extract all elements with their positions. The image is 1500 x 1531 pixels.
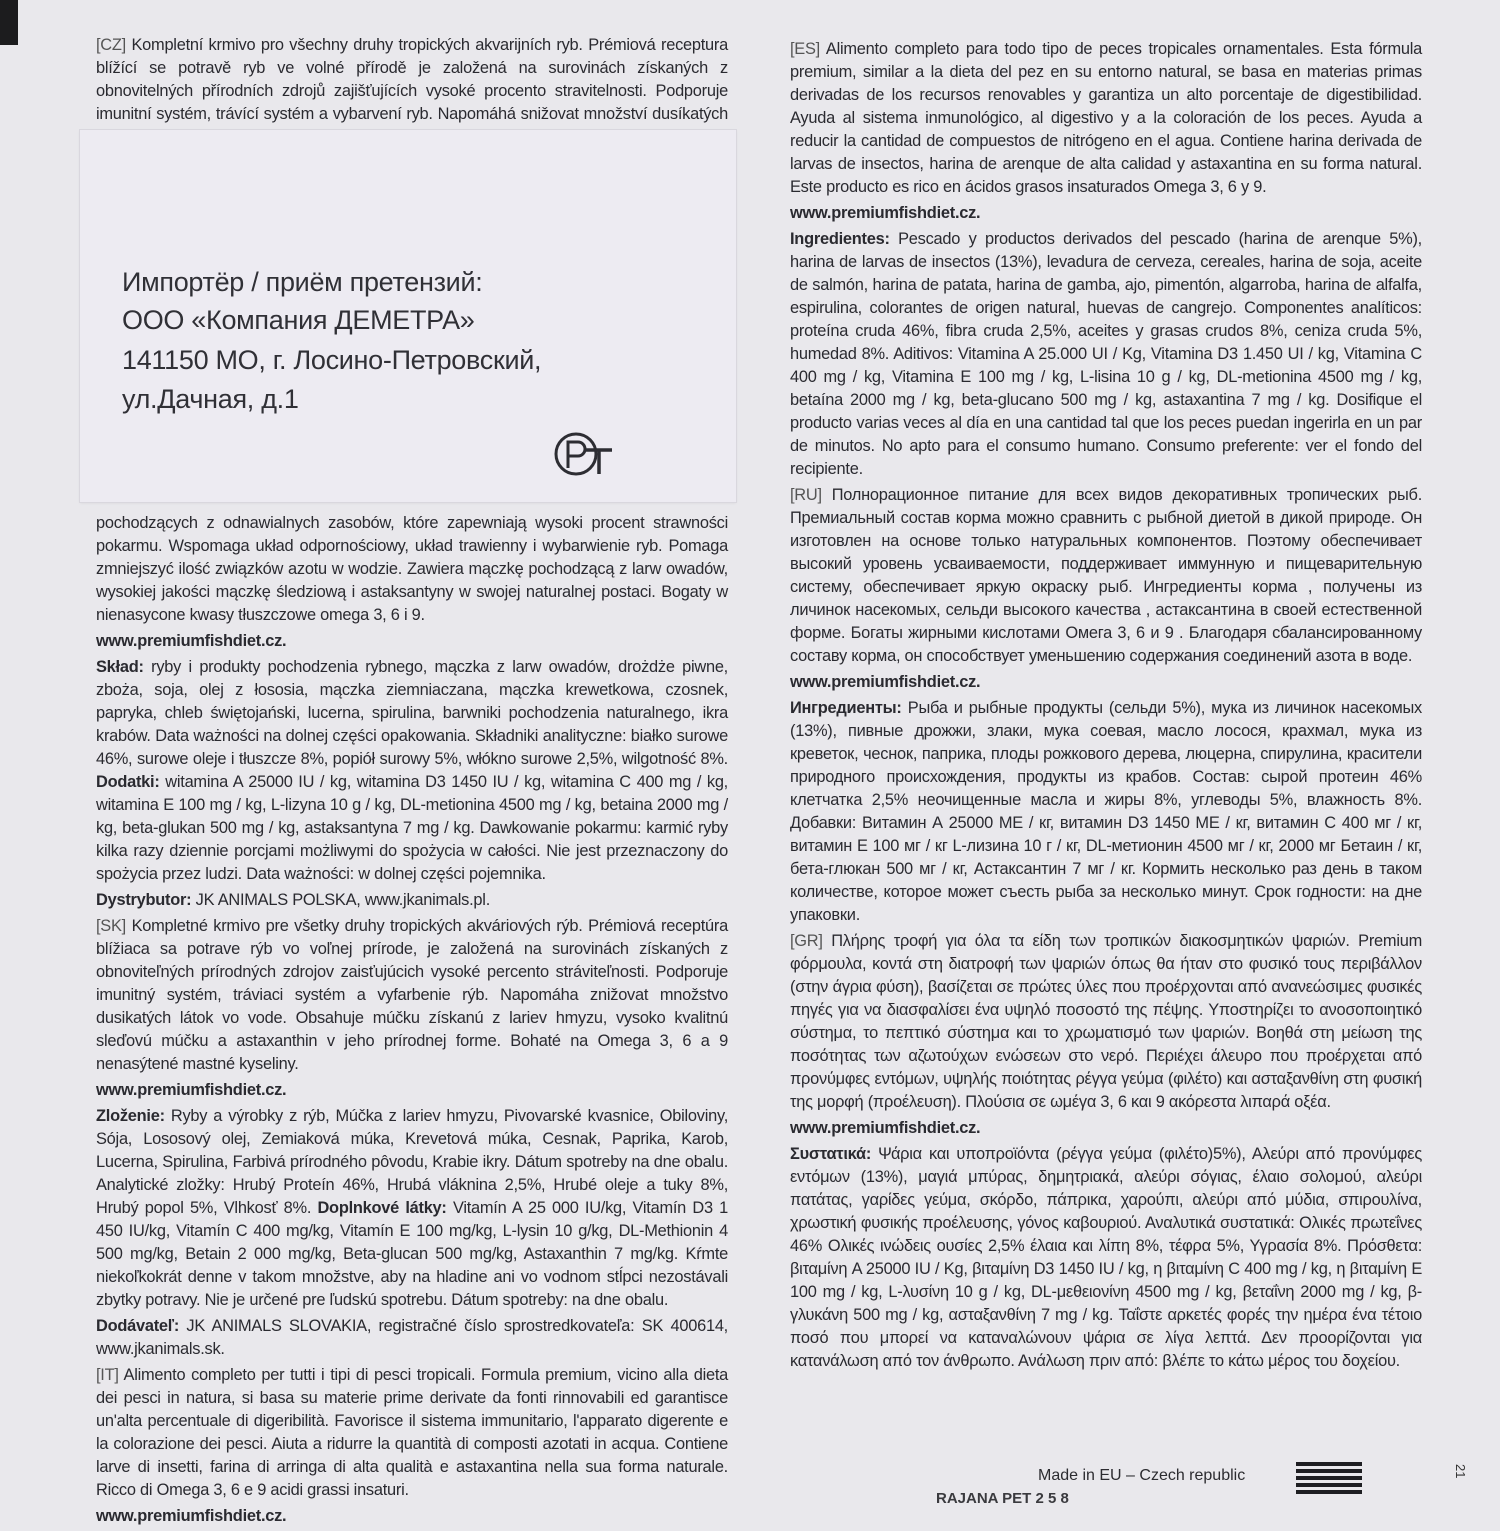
- sk-supplier: [96, 1315, 728, 1361]
- pl-ingredients-text: ryby i produkty pochodzenia rybnego, mączka z larw owadów, drożdże piwne, zboża, soja, olej z łososia, mączka ziemniaczana, mączka krewetkowa, czosnek, papryka, chleb świętojański, lucerna, spirulina, barwniki pochodzenia naturalnego, ikra krabów. Data ważności na dolnej części opakowania. Składniki analityczne: białko surowe 46%, surowe oleje i tłuszcze 8%, popiół surowy 5%, włókno surowe 2,5%, wilgotność 8%.: [96, 658, 728, 768]
- pct-certification-icon: [550, 428, 620, 480]
- ru-url: www.premiumfishdiet.cz.: [790, 673, 981, 691]
- pl-distributor-label: Dystrybutor:: [96, 891, 192, 909]
- ru-ingredients-label: Ингредиенты:: [790, 699, 902, 717]
- sk-additives-label: Doplnkové látky:: [317, 1199, 447, 1217]
- es-ingredients-text: Pescado y productos derivados del pescado (harina de arenque 5%), harina de larvas de insectos (13%), levadura de cerveza, cereales, harina de soja, aceite de salmón, harina de patata, harina de gamba, ajo, pimentón, algarroba, harina de alfalfa, espirulina, colorantes de origen natural, huevas de cangrejo. Componentes analíticos: proteína cruda 46%, fibra cruda 2,5%, aceites y grasas crudos 8%, ceniza cruda 5%, humedad 8%. Aditivos: Vitamina A 25.000 UI / Kg, Vitamina D3 1.450 UI / kg, Vitamina C 400 mg / kg, Vitamina E 100 mg / kg, L-lisina 10 g / kg, DL-metionina 4500 mg / kg, betaína 2000 mg / kg, beta-glucano 500 mg / kg, astaxantina 7 mg / kg. Dosifique el producto varias veces al día en una cantidad tal que los peces puedan ingerirla en un par de minutos. No apto para el consumo humano. Consumo preferente: ver el fondo del recipiente.: [790, 230, 1422, 478]
- sk-lang-tag: [SK]: [96, 917, 126, 935]
- pl-additives-label: Dodatki:: [96, 773, 160, 791]
- sk-ingredients: [96, 1105, 728, 1312]
- barcode-icon: [1296, 1462, 1362, 1500]
- gr-section: [790, 930, 1422, 1114]
- pl-distributor-text: JK ANIMALS POLSKA, www.jkanimals.pl.: [191, 891, 490, 909]
- sk-url: www.premiumfishdiet.cz.: [96, 1081, 287, 1099]
- ru-intro: Полнорационное питание для всех видов декоративных тропических рыб. Премиальный состав корма можно сравнить с рыбной диетой в дикой природе. Он изготовлен на основе только натуральных компонентов. Поэтому обеспечивает высокий уровень усваиваемости, поддерживает иммунную и пищеварительную систему, обеспечивает яркую окраску рыб. Ингредиенты корма , получены из личинок насекомых, сельди высокого качества , астаксантина в своей естественной форме. Богаты жирными кислотами Омега 3, 6 и 9 . Благодаря сбалансированному составу корма, он способствует уменьшению содержания соединений азота в воде.: [790, 486, 1422, 665]
- right-column: [790, 38, 1422, 1376]
- sticker-line-2: ООО «Компания ДЕМЕТРА»: [122, 305, 475, 335]
- es-url: www.premiumfishdiet.cz.: [790, 204, 981, 222]
- es-intro: Alimento completo para todo tipo de peces tropicales ornamentales. Esta fórmula premium, similar a la dieta del pez en su entorno natural, se basa en materias primas derivadas de los recursos renovables y garantiza un alto porcentaje de digestibilidad. Ayuda al sistema inmunológico, al digestivo y a la coloración de los peces. Ayuda a reducir la cantidad de compuestos de nitrógeno en el agua. Contiene harina derivada de larvas de insectos, harina de arenque de alta calidad y astaxantina en su forma natural. Este producto es rico en ácidos grasos insaturados Omega 3, 6 y 9.: [790, 40, 1422, 196]
- gr-lang-tag: [GR]: [790, 932, 823, 950]
- package-edge: [0, 0, 18, 45]
- importer-sticker: [80, 130, 736, 502]
- gr-url: www.premiumfishdiet.cz.: [790, 1119, 981, 1137]
- ru-lang-tag: [RU]: [790, 486, 822, 504]
- sk-intro: Kompletné krmivo pre všetky druhy tropických akváriových rýb. Prémiová receptúra blížiaca sa potrave rýb vo voľnej prírode, je založená na surovinách získaných z obnoviteľných prírodných zdrojov zaisťujúcich vysoké percento stráviteľnosti. Podporuje imunitný systém, tráviaci systém a vyfarbenie rýb. Napomáha znižovat množstvo dusikatých látok vo vode. Obsahuje múčku získanú z lariev hmyzu, vysoko kvalitnú sleďovú múčku a astaxanthin v jeho prírodnej forme. Bohaté na Omega 3, 6 a 9 nenasýtené mastné kyseliny.: [96, 917, 728, 1073]
- sk-supplier-label: Dodávateľ:: [96, 1317, 180, 1335]
- side-number: 21: [1453, 1464, 1468, 1479]
- it-lang-tag: [IT]: [96, 1366, 119, 1384]
- gr-ingredients: [790, 1143, 1422, 1373]
- cz-intro: Kompletní krmivo pro všechny druhy tropických akvarijních ryb. Prémiová receptura blížící se potravě ryb ve volné přírodě je založená na surovinách získaných z obnovitelných přírodních zdrojů zajišťujících vysoké procento stravitelnosti. Podporuje imunitní systém, trávící systém a vybarvení ryb. Napomáhá snižovat množství dusíkatých: [96, 36, 728, 123]
- sk-ingredients-label: Zloženie:: [96, 1107, 165, 1125]
- sk-ingredients-text: Ryby a výrobky z rýb, Múčka z lariev hmyzu, Pivovarské kvasnice, Obiloviny, Sója, Lososový olej, Zemiaková múka, Krevetová múka, Cesnak, Paprika, Karob, Lucerna, Spirulina, Farbivá prírodného pôvodu, Krabie ikry. Dátum spotreby na dne obalu. Analytické zložky: Hrubý Proteín 46%, Hrubá vláknina 2,5%, Hrubé oleje a tuky 8%, Hrubý popol 5%, Vlhkosť 8%.: [96, 1107, 728, 1217]
- it-url: www.premiumfishdiet.cz.: [96, 1507, 287, 1525]
- gr-ingredients-label: Συστατικά:: [790, 1145, 872, 1163]
- it-intro: Alimento completo per tutti i tipi di pesci tropicali. Formula premium, vicino alla dieta dei pesci in natura, si basa su materie prime derivate da fonti rinnovabili ed garantisce un'alta percentuale di digeribilità. Favorisce il sistema immunitario, l'apparato digerente e la colorazione dei pesci. Aiuta a ridurre la quantità di composti azotati in acqua. Contiene larve di insetti, farina di arringa di alta qualità e astaxantina nella sua forma naturale. Ricco di Omega 3, 6 e 9 acidi grassi insaturi.: [96, 1366, 728, 1499]
- gr-intro: Πλήρης τροφή για όλα τα είδη των τροπικών διακοσμητικών ψαριών. Premium φόρμουλα, κοντά στη διατροφή των ψαριών όπως θα ήταν στο φυσικό τους περιβάλλον (στην άγρια φύση), βασίζεται σε πρώτες ύλες που προέρχονται από ανανεώσιμες φυσικές πηγές για να διασφαλίσει ένα υψηλό ποσοστό της πέψης. Υποστηρίζει το ανοσοποιητικό σύστημα, το πεπτικό σύστημα και το χρωματισμό των ψαριών. Βοηθά στη μείωση της ποσότητας των αζωτούχων ενώσεων στο νερό. Περιέχει άλευρο που προέρχεται από προνύμφες εντόμων, υψηλής ποιότητας ρέγγα γεύμα (φιλέτο) και ασταξανθίνη στη φυσική της μορφή (προέλευση). Πλούσια σε ωμέγα 3, 6 και 9 ακόρεστα λιπαρά οξέα.: [790, 932, 1422, 1111]
- pl-ingredients: [96, 656, 728, 886]
- pl-url: www.premiumfishdiet.cz.: [96, 632, 287, 650]
- sticker-line-4: ул.Дачная, д.1: [122, 384, 299, 414]
- it-section: [96, 1364, 728, 1502]
- pl-additives-text: witamina A 25000 IU / kg, witamina D3 1450 IU / kg, witamina C 400 mg / kg, witamina E 100 mg / kg, L-lizyna 10 g / kg, DL-metionina 4500 mg / kg, betaina 2000 mg / kg, beta-glukan 500 mg / kg, astaksantyna 7 mg / kg. Dawkowanie pokarmu: karmić ryby kilka razy dziennie porcjami możliwymi do spożycia w całości. Nie jest przeznaczony do spożycia przez ludzi. Data ważności: w dolnej części pojemnika.: [96, 773, 728, 883]
- sk-supplier-text: JK ANIMALS SLOVAKIA, registračné číslo sprostredkovateľa: SK 400614, www.jkanimals.sk.: [96, 1317, 728, 1358]
- cz-lang-tag: [CZ]: [96, 36, 126, 54]
- es-ingredients-label: Ingredientes:: [790, 230, 890, 248]
- gr-ingredients-text: Ψάρια και υποπροϊόντα (ρέγγα γεύμα (φιλέτο)5%), Αλεύρι από προνύμφες εντόμων (13%), μαγιά μπύρας, δημητριακά, αλεύρι σόγιας, έλαιο σολομού, αλεύρι πατάτας, γαρίδες γεύμα, σκόρδο, πάπρικα, χαρούπι, αλεύρι από μύδια, σπιρουλίνα, χρωστική φυσικής προέλευσης, γόνος καβουριού. Αναλυτικά συστατικά: Ολικές πρωτεΐνες 46% Ολικές ινώδεις ουσίες 2,5% έλαια και λίπη 8%, τέφρα 5%, Υγρασία 8%. Πρόσθετα: βιταμίνη A 25000 IU / Kg, βιταμίνη D3 1450 IU / kg, η βιταμίνη C 400 mg / kg, η βιταμίνη E 100 mg / kg, L-λυσίνη 10 g / kg, DL-μεθειονίνη 4500 mg / kg, βεταΐνη 2000 mg / kg, β-γλυκάνη 500 mg / kg, ασταξανθίνη 7 mg / kg. Ταΐστε αρκετές φορές την ημέρα ένα τέτοιο ποσό που μπορεί να καταναλώνουν ψάρια σε λίγα λεπτά. Δεν προορίζονται για κατανάλωση από τον άνθρωπο. Ανάλωση πριν από: βλέπε το κάτω μέρος του δοχείου.: [790, 1145, 1422, 1370]
- made-in-label: Made in EU – Czech republic: [1038, 1467, 1246, 1484]
- bottom-cut-text: RAJANA PET 2 5 8: [936, 1490, 1069, 1507]
- sticker-line-1: Импортёр / приём претензий:: [122, 267, 483, 297]
- ru-ingredients-text: Рыба и рыбные продукты (сельди 5%), мука из личинок насекомых (13%), пивные дрожжи, злаки, мука соевая, масло лосося, крахмал, мука из креветок, чеснок, паприка, плоды рожкового дерева, люцерна, спирулина, красители природного происхождения, продукты из крабов. Состав: сырой протеин 46% клетчатка 2,5% неочищенные масла и жиры 8%, углеводы 5%, влажность 8%. Добавки: Витамин А 25000 МЕ / кг, витамин D3 1450 МЕ / кг, витамин С 400 мг / кг, витамин Е 100 мг / кг L-лизина 10 г / кг, DL-метионин 4500 мг / кг, 2000 мг Бетаин / кг, бета-глюкан 500 мг / кг, Астаксантин 7 мг / кг. Кормить несколько раз день в таком количестве, которое может съесть рыба за несколько минут. Срок годности: на дне упаковки.: [790, 699, 1422, 924]
- sk-section: [96, 915, 728, 1076]
- es-lang-tag: [ES]: [790, 40, 820, 58]
- sk-additives-text: Vitamín A 25 000 IU/kg, Vitamín D3 1 450 IU/kg, Vitamín C 400 mg/kg, Vitamín E 100 mg/kg, L-lysin 10 g/kg, DL-Methionin 4 500 mg/kg, Betain 2 000 mg/kg, Beta-glucan 500 mg/kg, Astaxanthin 7 mg/kg. Kŕmte niekoľkokrát denne v takom množstve, aby na hladine ani vo vodnom stĺpci nezostávali zbytky potravy. Nie je určené pre ľudskú spotrebu. Dátum spotreby: na dne obalu.: [96, 1199, 728, 1309]
- ru-ingredients: [790, 697, 1422, 927]
- es-section: [790, 38, 1422, 199]
- sticker-line-3: 141150 МО, г. Лосино-Петровский,: [122, 345, 542, 375]
- pl-ingredients-label: Skład:: [96, 658, 144, 676]
- pl-intro: pochodzących z odnawialnych zasobów, które zapewniają wysoki procent strawności pokarmu. Wspomaga układ odpornościowy, układ trawienny i wybarwienie ryb. Pomaga zmniejszyć ilość związków azotu w wodzie. Zawiera mączkę pochodzącą z larw owadów, wysokiej jakości mączkę śledziową i astaksantyny w swojej naturalnej postaci. Bogaty w nienasycone kwasy tłuszczowe omega 3, 6 i 9.: [96, 514, 728, 624]
- es-ingredients: [790, 228, 1422, 481]
- pl-distributor: [96, 889, 728, 912]
- ru-section: [790, 484, 1422, 668]
